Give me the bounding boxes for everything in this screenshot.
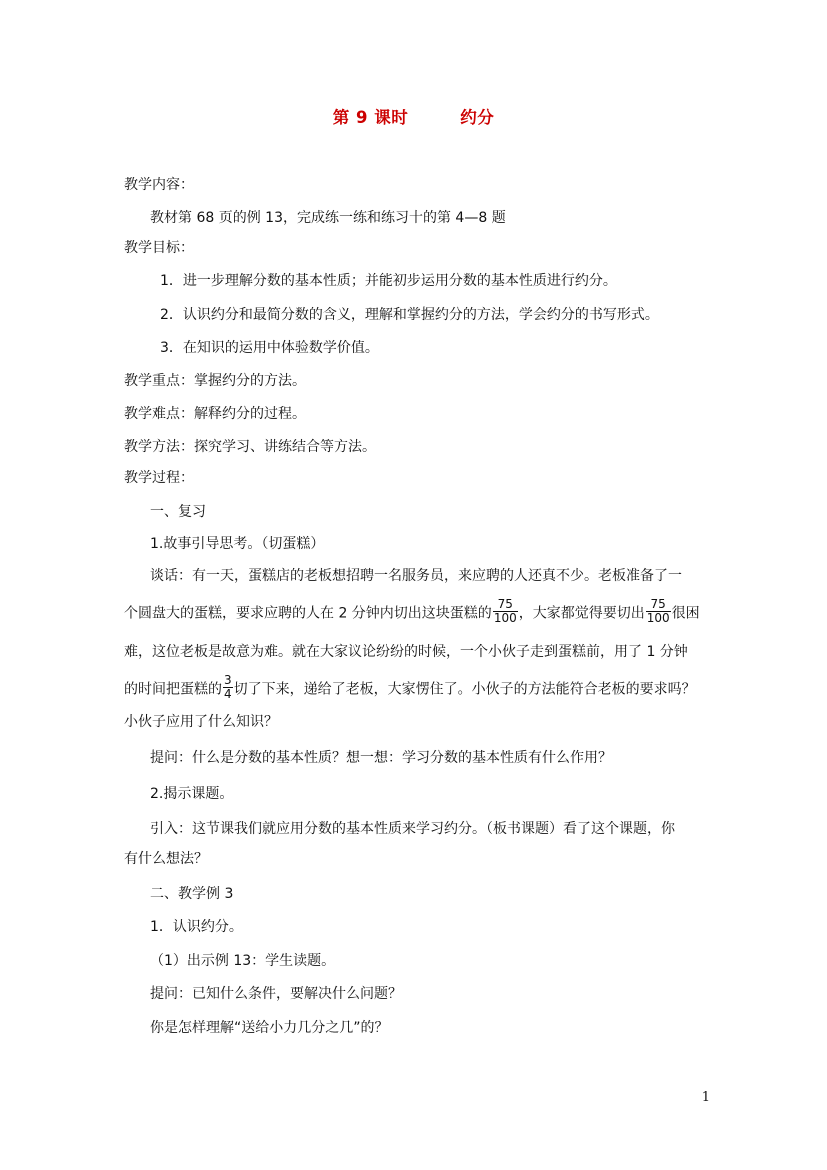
story-text: 个圆盘大的蛋糕，要求应聘的人在 2 分钟内切出这块蛋糕的 (124, 605, 492, 622)
page-title (0, 104, 827, 128)
story-text: ，大家都觉得要切出 (518, 605, 645, 622)
story-line-3: 难，这位老板是故意为难。就在大家议论纷纷的时候，一个小伙子走到蛋糕前，用了 1 分钟 (124, 644, 688, 660)
fraction-75-100 (493, 598, 518, 625)
goal-2: 2．认识约分和最简分数的含义，理解和掌握约分的方法，学会约分的书写形式。 (160, 307, 659, 323)
section-review: 一、复习 (150, 504, 206, 520)
story-line-5: 小伙子应用了什么知识？ (124, 714, 278, 730)
story-line-1: 谈话：有一天，蛋糕店的老板想招聘一名服务员，来应聘的人还真不少。老板准备了一 (150, 568, 682, 584)
fraction-denominator: 100 (493, 611, 517, 625)
difficulty: 教学难点：解释约分的过程。 (124, 406, 306, 422)
goal-1: 1．进一步理解分数的基本性质；并能初步运用分数的基本性质进行约分。 (160, 273, 617, 289)
subsection-1a: （1）出示例 13：学生读题。 (150, 953, 336, 969)
goal-3: 3．在知识的运用中体验数学价值。 (160, 340, 379, 356)
fraction-denominator: 4 (224, 687, 232, 701)
story-line-2 (124, 597, 714, 627)
question-2: 提问：已知什么条件，要解决什么问题？ (150, 986, 402, 1002)
section-example: 二、教学例 3 (150, 886, 234, 902)
key-point: 教学重点：掌握约分的方法。 (124, 373, 306, 389)
fraction-denominator: 100 (646, 611, 670, 625)
item-reveal: 2.揭示课题。 (150, 786, 234, 802)
lesson-topic: 约分 (460, 108, 495, 127)
story-text: 切了下来，递给了老板，大家愣住了。小伙子的方法能符合老板的要求吗？ (233, 681, 696, 698)
fraction-numerator: 3 (224, 673, 232, 687)
story-text: 很困 (671, 605, 700, 622)
goals-heading: 教学目标： (124, 240, 194, 256)
fraction-numerator: 75 (646, 598, 671, 612)
teaching-method: 教学方法：探究学习、讲练结合等方法。 (124, 439, 376, 455)
story-text: 的时间把蛋糕的 (124, 681, 222, 698)
content-heading: 教学内容： (124, 177, 194, 193)
intro-line-2: 有什么想法？ (124, 851, 208, 867)
subsection-1: 1．认识约分。 (150, 919, 243, 935)
fraction-75-100 (646, 598, 671, 625)
page-number: 1 (701, 1090, 710, 1105)
question-1: 提问：什么是分数的基本性质？想一想：学习分数的基本性质有什么作用？ (150, 750, 612, 766)
lesson-number: 第 9 课时 (332, 108, 409, 127)
intro-line-1: 引入：这节课我们就应用分数的基本性质来学习约分。（板书课题）看了这个课题，你 (150, 821, 675, 837)
item-story: 1.故事引导思考。（切蛋糕） (150, 536, 325, 552)
process-heading: 教学过程： (124, 470, 194, 486)
fraction-numerator: 75 (493, 598, 518, 612)
question-3: 你是怎样理解“送给小力几分之几”的？ (150, 1020, 389, 1036)
story-line-4 (124, 673, 714, 703)
fraction-3-4 (223, 674, 233, 701)
content-text: 教材第 68 页的例 13，完成练一练和练习十的第 4—8 题 (150, 210, 506, 226)
